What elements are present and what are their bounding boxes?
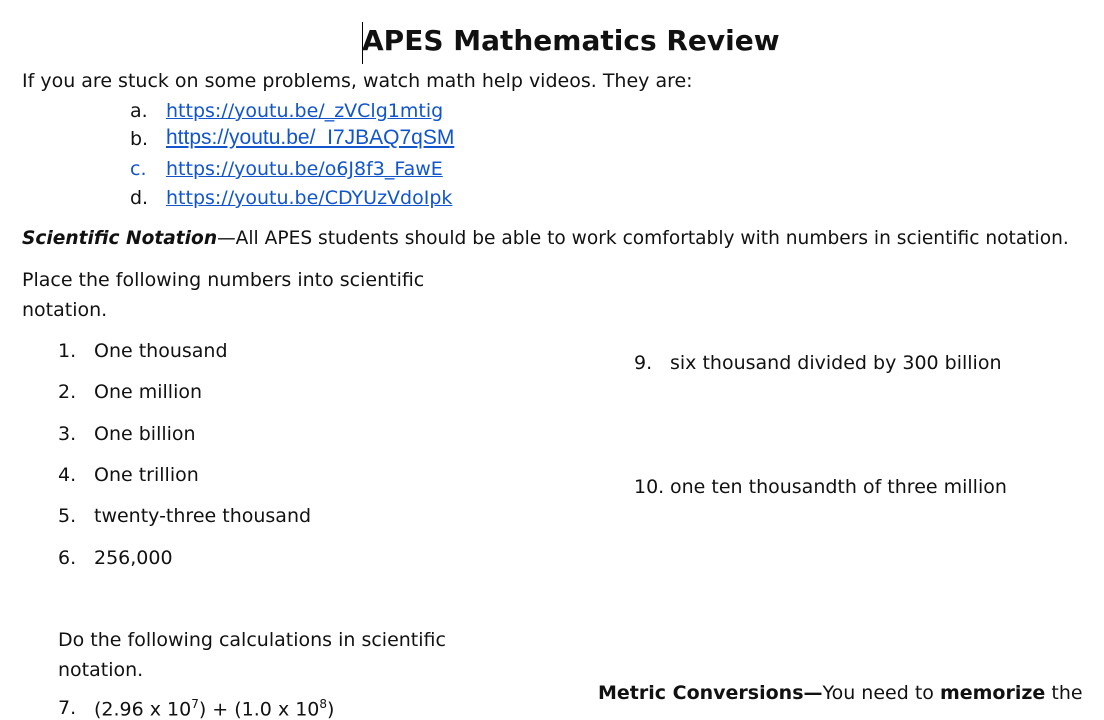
metric-conversions-paragraph: Metric Conversions—You need to memorize the — [598, 682, 1083, 704]
list-item: One million — [94, 381, 203, 403]
scientific-notation-heading: Scientific Notation — [22, 228, 218, 249]
list-item: One trillion — [94, 464, 199, 486]
scientific-notation-text: All APES students should be able to work comfortably with numbers in scientific notation. — [235, 228, 1069, 249]
list-item-number: 6. — [58, 547, 77, 569]
list-item: 256,000 — [94, 547, 173, 569]
calculation-item-7: (2.96 x $10^7) + (1.0$ x $10^8$) — [94, 697, 335, 720]
list-item: One thousand — [94, 340, 228, 362]
place-instruction-line-2: notation. — [22, 299, 108, 321]
list-item-number: 2. — [58, 381, 77, 403]
list-item-number: 1. — [58, 340, 77, 362]
place-instruction-line-1: Place the following numbers into scientific — [22, 269, 425, 291]
intro-text: If you are stuck on some problems, watch math help videos. They are: — [22, 70, 693, 92]
link-b[interactable]: https://youtu.be/_I7JBAQ7qSM — [166, 126, 455, 149]
calc-instruction-line-1: Do the following calculations in scientific — [58, 629, 446, 651]
list-item: six thousand divided by 300 billion — [670, 352, 1002, 374]
link-letter-c: c. — [130, 158, 147, 180]
page-title: APES Mathematics Review — [362, 24, 780, 57]
list-item-number: 4. — [58, 464, 77, 486]
link-a[interactable]: https://youtu.be/_zVClg1mtig — [166, 100, 444, 122]
link-letter-b: b. — [130, 128, 149, 150]
link-c[interactable]: https://youtu.be/o6J8f3_FawE — [166, 158, 443, 180]
scientific-notation-paragraph — [22, 228, 1069, 249]
list-item: One billion — [94, 423, 196, 445]
metric-conversions-heading: Metric Conversions — [598, 682, 804, 704]
list-item-number: 3. — [58, 423, 77, 445]
link-d[interactable]: https://youtu.be/CDYUzVdoIpk — [166, 187, 453, 209]
link-letter-d: d. — [130, 187, 149, 209]
list-item: twenty-three thousand — [94, 505, 312, 527]
list-item-number: 9. — [634, 352, 653, 374]
em-dash: — — [217, 228, 236, 249]
link-letter-a: a. — [130, 100, 148, 122]
calc-instruction-line-2: notation. — [58, 659, 144, 681]
list-item-number: 5. — [58, 505, 77, 527]
list-item: one ten thousandth of three million — [670, 476, 1007, 498]
list-item-number: 10. — [634, 476, 665, 498]
list-item-number: 7. — [58, 697, 77, 719]
